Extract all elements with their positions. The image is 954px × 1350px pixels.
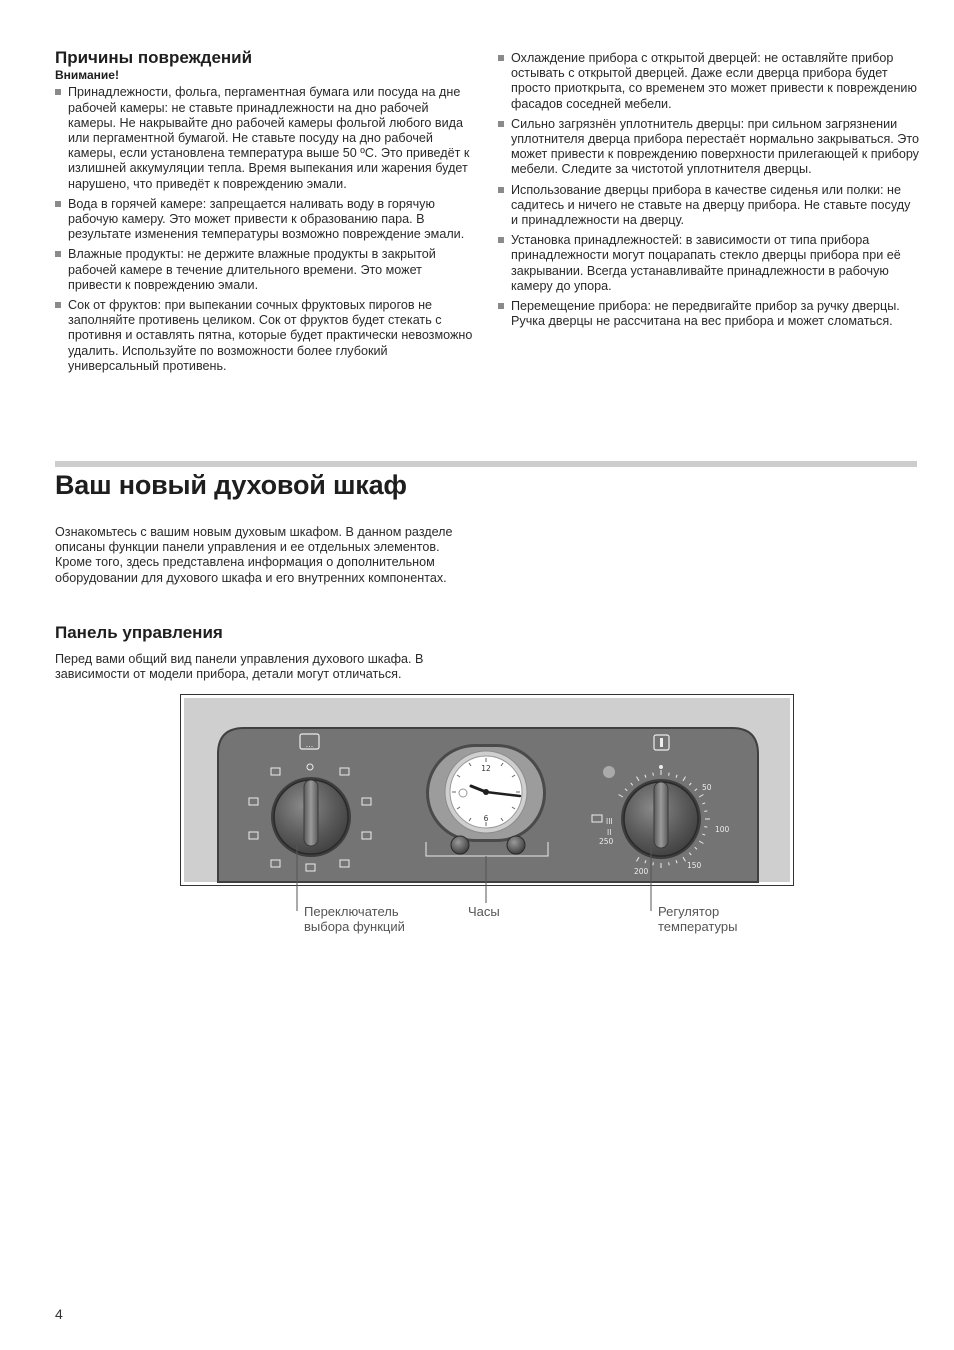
caption-temperature-regulator: Регулятор температуры: [658, 904, 738, 934]
grill-level-2: II: [607, 828, 612, 837]
selector-icon-label: ...: [305, 740, 314, 749]
panel-title: Панель управления: [55, 623, 223, 642]
temp-label-200: 200: [634, 867, 649, 876]
list-item: Принадлежности, фольга, пергаментная бумага или посуда на дне рабочей камеры: не ставьте принадлежности на дно рабочей камеры. Не накрывайте дно рабочей камеры фольгой любого вида или пергаментной бумагой. Не ставьте посуду на дно рабочей камеры, если установлена температура выше 50 ºC. Это приведёт к излишней аккумуляции тепла. Время выпекания или жарения будет нарушено, что приведёт к повреждению эмали.: [55, 85, 475, 191]
list-item: Вода в горячей камере: запрещается наливать воду в горячую рабочую камеру. Это может привести к образованию пара. В результате изменения температуры возможно повреждение эмали.: [55, 197, 475, 243]
temp-label-250: 250: [599, 837, 614, 846]
oven-intro: Ознакомьтесь с вашим новым духовым шкафом. В данном разделе описаны функции панели управления и ее отдельных элементов. Кроме того, здесь представлена информация о дополнительном оборудовании для духового шкафа и его внутренних компонентах.: [55, 525, 453, 585]
clock-number-12: 12: [481, 764, 491, 773]
list-item: Влажные продукты: не держите влажные продукты в закрытой рабочей камере в течение длительного времени. Это может привести к повреждению эмали.: [55, 247, 475, 293]
caption-function-selector: Переключатель выбора функций: [304, 904, 405, 934]
list-item: Сок от фруктов: при выпекании сочных фруктовых пирогов не заполняйте противень целиком. Сок от фруктов будет стекать с противня и оставлять пятна, которые будет практически невозможно удалить. Используйте по возможности более глубокий универсальный противень.: [55, 298, 475, 374]
list-item: Сильно загрязнён уплотнитель дверцы: при сильном загрязнении уплотнителя дверца прибора перестаёт нормально закрываться. Это может привести к повреждению поверхности прилегающей к прибору мебели. Следите за чистотой уплотнителя дверцы.: [498, 117, 920, 178]
caption-clock: Часы: [468, 904, 500, 919]
list-item: Охлаждение прибора с открытой дверцей: не оставляйте прибор остывать с открытой дверцей. Даже если дверца прибора будет просто приоткрыта, со временем это может привести к повреждению фасадов соседней мебели.: [498, 51, 920, 112]
temp-label-150: 150: [687, 861, 702, 870]
page-number: 4: [55, 1306, 63, 1322]
list-item: Перемещение прибора: не передвигайте прибор за ручку дверцы. Ручка дверцы не рассчитана на вес прибора и может сломаться.: [498, 299, 920, 329]
list-item: Установка принадлежностей: в зависимости от типа прибора принадлежности могут поцарапать стекло дверцы прибора при её закрывании. Всегда устанавливайте принадлежности в рабочую камеру до упора.: [498, 233, 920, 294]
temp-label-50: 50: [702, 783, 712, 792]
panel-description: Перед вами общий вид панели управления духового шкафа. В зависимости от модели прибора, детали могут отличаться.: [55, 652, 424, 682]
temp-label-100: 100: [715, 825, 730, 834]
warning-label: Внимание!: [55, 68, 119, 83]
damage-title: Причины повреждений: [55, 48, 253, 67]
grill-level-3: III: [606, 817, 613, 826]
clock-number-6: 6: [483, 814, 489, 823]
oven-title: Ваш новый духовой шкаф: [55, 470, 407, 500]
list-item: Использование дверцы прибора в качестве сиденья или полки: не садитесь и ничего не ставьте на дверцу прибора. Не ставьте посуду и принадлежности на дверцу.: [498, 183, 920, 229]
